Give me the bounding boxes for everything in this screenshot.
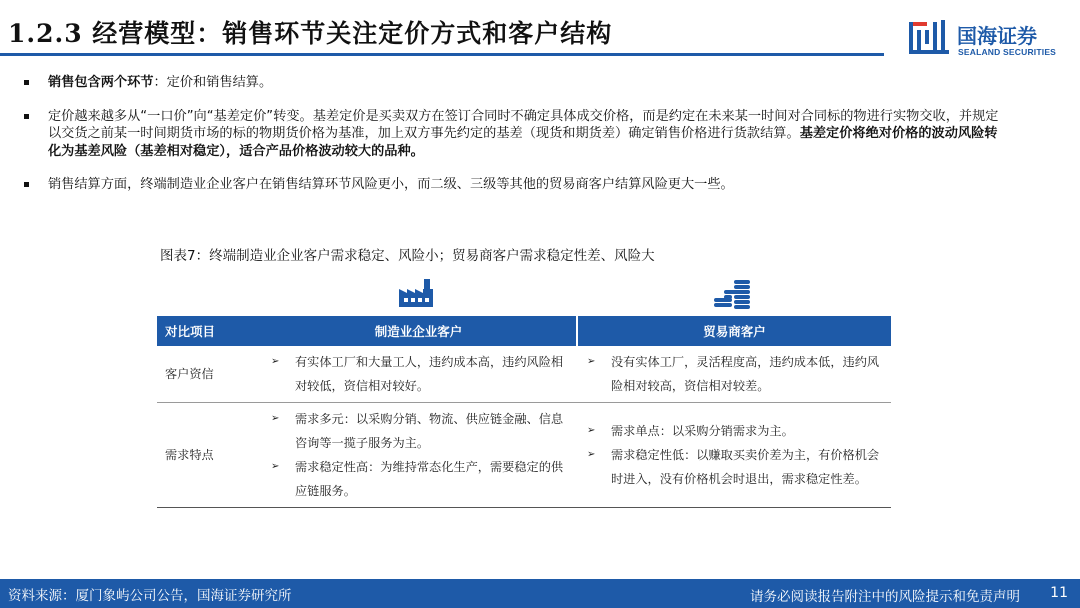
bullet-item [24,108,999,161]
table-row [157,403,891,508]
table-cell [261,346,577,403]
comparison-table [157,316,891,508]
row-label: 客户资信 [157,346,261,403]
footer-bar [0,579,1080,608]
bullet-text: ：定价和销售结算。 [153,75,273,90]
company-logo [907,18,1067,60]
cell-list-item [585,419,883,443]
cell-list-item [269,350,569,398]
source-note: 资料来源：厦门象屿公司公告，国海证券研究所 [8,588,292,604]
logo-text-cn: 国海证券 [957,24,1037,48]
bullet-marker-icon [24,182,29,187]
logo-text-en: SEALAND SECURITIES [958,47,1057,57]
cell-text: 需求单点：以采购分销需求为主。 [611,424,794,438]
arrow-bullet-icon: ➢ [271,461,280,472]
cell-text: 需求稳定性高：为维持常态化生产，需要稳定的供应链服务。 [295,460,564,498]
page-number: 11 [1050,585,1068,601]
cell-text: 需求稳定性低：以赚取买卖价差为主，有价格机会时进入，没有价格机会时退出，需求稳定性差。 [611,448,880,486]
table-cell [577,346,891,403]
bullet-list [24,74,999,210]
table-cell [261,403,577,508]
factory-icon [397,277,435,309]
table-cell [577,403,891,508]
bullet-text: 定价越来越多从“一口价”向“基差定价”转变。基差定价是买卖双方在签订合同时不确定具体成交价格，而是约定在未来某一时间对合同标的物进行实物交收，并规定以交货之前某一时间期货市场的标的物期货价格为基准，加上双方事先约定的基差（现货和期货差）确定销售价格进行货款结算。 [48,108,999,141]
cell-text: 有实体工厂和大量工人，违约成本高，违约风险相对较低，资信相对较好。 [295,355,564,393]
cell-list-item [269,407,569,455]
coins-icon [712,276,754,310]
page-title: 1.2.3 经营模型：销售环节关注定价方式和客户结构 [8,19,613,48]
bullet-text: 销售结算方面，终端制造业企业客户在销售结算环节风险更小，而二级、三级等其他的贸易商客户结算风险更大一些。 [48,177,734,192]
title-rule [0,53,884,56]
bullet-text-bold: 销售包含两个环节 [48,75,154,90]
arrow-bullet-icon: ➢ [587,449,596,460]
logo-mark-icon [907,18,953,58]
arrow-bullet-icon: ➢ [587,356,596,367]
arrow-bullet-icon: ➢ [587,425,596,436]
cell-list-item [269,455,569,503]
bullet-item [24,176,999,194]
arrow-bullet-icon: ➢ [271,413,280,424]
bullet-item [24,74,999,92]
figure-title: 图表7：终端制造业企业客户需求稳定、风险小；贸易商客户需求稳定性差、风险大 [160,248,655,264]
cell-list-item [585,350,883,398]
cell-list-item [585,443,883,491]
table-row [157,346,891,403]
header-manufacturer: 制造业企业客户 [261,316,577,346]
row-label: 需求特点 [157,403,261,508]
arrow-bullet-icon: ➢ [271,356,280,367]
header-compare-item: 对比项目 [157,316,261,346]
cell-text: 没有实体工厂，灵活程度高，违约成本低，违约风险相对较高，资信相对较差。 [611,355,880,393]
cell-text: 需求多元：以采购分销、物流、供应链金融、信息咨询等一揽子服务为主。 [295,412,564,450]
bullet-marker-icon [24,80,29,85]
header-trader: 贸易商客户 [577,316,891,346]
bullet-text-bold: 基差定价将绝对价格的波动风险转化为基差风险（基差相对稳定），适合产品价格波动较大的品种。 [48,126,998,159]
bullet-marker-icon [24,114,29,119]
disclaimer: 请务必阅读报告附注中的风险提示和免责声明 [750,589,1020,605]
